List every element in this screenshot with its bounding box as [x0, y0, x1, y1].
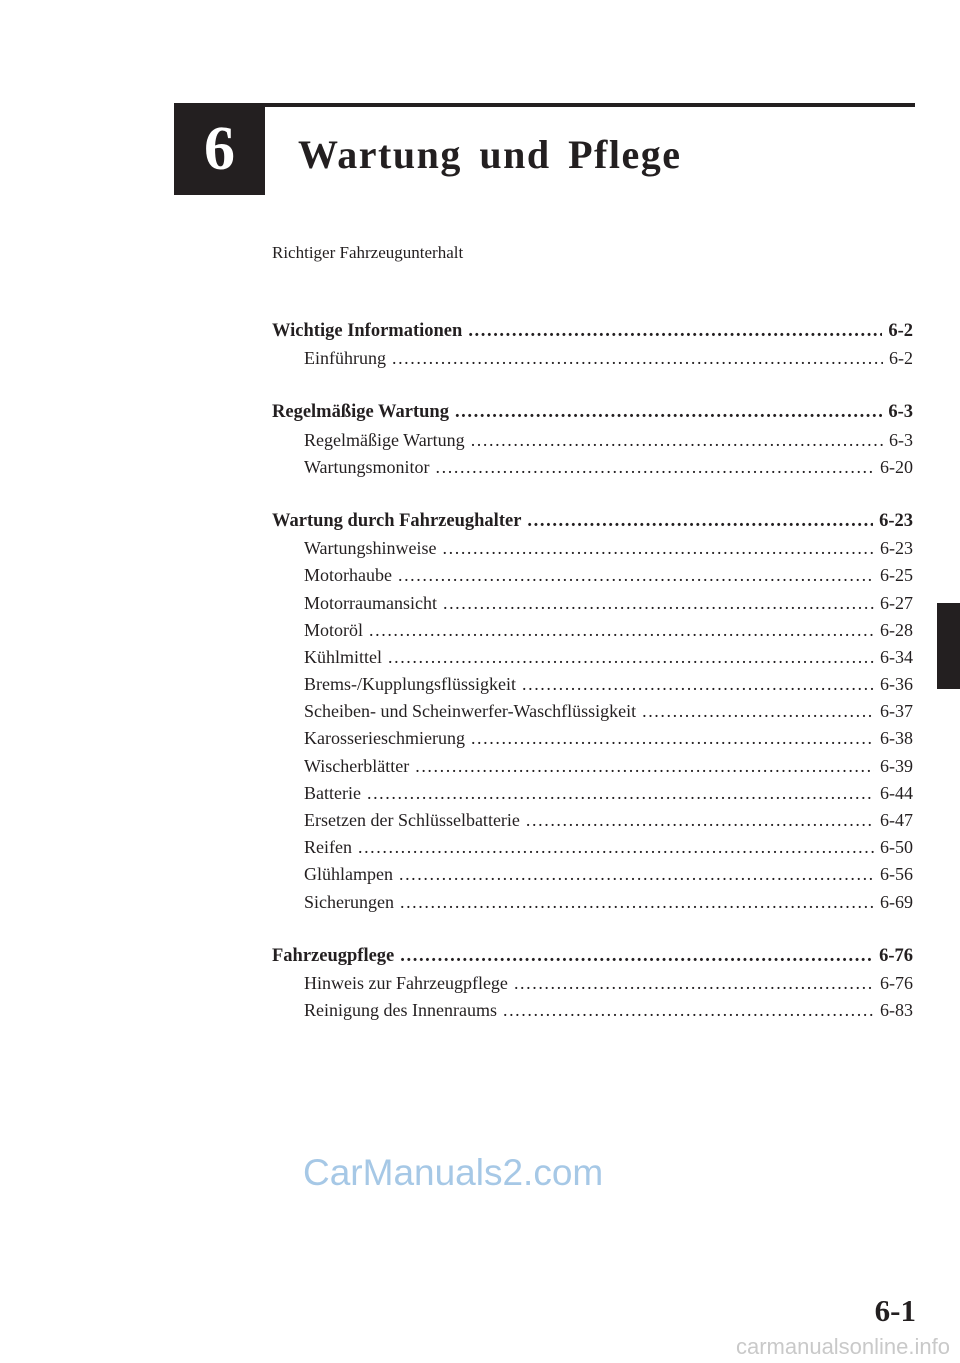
toc-leader-dots [642, 698, 874, 725]
toc-page-ref: 6-50 [880, 837, 913, 858]
toc-section [272, 508, 913, 916]
toc-entry-label: Sicherungen [304, 891, 394, 912]
toc-entry-label: Kühlmittel [304, 646, 382, 667]
toc-leader-dots [443, 535, 874, 562]
chapter-intro: Richtiger Fahrzeugunterhalt [272, 243, 464, 262]
toc-page-ref: 6-44 [880, 782, 913, 803]
toc-page-ref: 6-2 [888, 321, 913, 341]
toc-page-ref: 6-25 [880, 565, 913, 586]
toc-entry[interactable] [272, 889, 913, 916]
toc-page-ref: 6-56 [880, 864, 913, 885]
toc-entry-label: Wischerblätter [304, 755, 410, 776]
toc-entry[interactable] [272, 861, 913, 888]
toc-leader-dots [398, 562, 874, 589]
toc-page-ref: 6-69 [880, 891, 913, 912]
toc-leader-dots [471, 725, 874, 752]
toc-leader-dots [455, 399, 882, 426]
toc-heading-label: Wichtige Informationen [272, 321, 463, 341]
chapter-rule [265, 103, 915, 107]
toc-leader-dots [400, 943, 873, 970]
toc-leader-dots [358, 834, 874, 861]
toc-entry[interactable] [272, 780, 913, 807]
toc-leader-dots [367, 780, 874, 807]
toc-entry-label: Wartungsmonitor [304, 456, 430, 477]
toc-section-heading[interactable] [272, 943, 913, 970]
toc-leader-dots [471, 427, 883, 454]
toc-entry[interactable] [272, 535, 913, 562]
toc-entry[interactable] [272, 970, 913, 997]
toc-entry[interactable] [272, 590, 913, 617]
toc-entry[interactable] [272, 698, 913, 725]
toc-entry-label: Hinweis zur Fahrzeugpflege [304, 972, 508, 993]
toc-entry-label: Scheiben- und Scheinwerfer-Waschflüssigkeit [304, 701, 637, 722]
toc-page-ref: 6-34 [880, 646, 913, 667]
toc-heading-label: Wartung durch Fahrzeughalter [272, 510, 522, 531]
toc-leader-dots [392, 345, 883, 372]
toc-entry-label: Regelmäßige Wartung [304, 429, 465, 450]
toc-page-ref: 6-47 [880, 810, 913, 830]
toc-entry[interactable] [272, 617, 913, 644]
toc-section [272, 318, 913, 372]
toc-entry-label: Batterie [304, 782, 361, 803]
toc-section-heading[interactable] [272, 318, 913, 345]
table-of-contents [272, 318, 913, 1051]
chapter-title: Wartung und Pflege [298, 132, 682, 177]
toc-leader-dots [526, 807, 874, 834]
toc-entry[interactable] [272, 753, 913, 780]
toc-entry[interactable] [272, 834, 913, 861]
toc-entry[interactable] [272, 427, 913, 454]
toc-leader-dots [399, 861, 874, 888]
toc-heading-label: Regelmäßige Wartung [272, 402, 449, 423]
toc-leader-dots [468, 318, 882, 345]
watermark: CarManuals2.com [303, 1152, 604, 1193]
chapter-thumb-tab [937, 603, 960, 689]
chapter-header [174, 103, 915, 195]
toc-entry-label: Wartungshinweise [304, 538, 437, 559]
toc-page-ref: 6-2 [889, 348, 913, 369]
toc-entry-label: Reinigung des Innenraums [304, 1000, 497, 1021]
toc-entry-label: Brems-/Kupplungsflüssigkeit [304, 674, 516, 695]
toc-entry[interactable] [272, 562, 913, 589]
toc-entry-label: Ersetzen der Schlüsselbatterie [304, 810, 520, 830]
toc-leader-dots [503, 997, 874, 1024]
toc-page-ref: 6-28 [880, 619, 913, 640]
toc-page-ref: 6-76 [879, 945, 913, 966]
toc-page-ref: 6-38 [880, 728, 913, 749]
toc-entry-label: Einführung [304, 348, 386, 369]
toc-entry[interactable] [272, 725, 913, 752]
page-number: 6-1 [874, 1293, 916, 1328]
toc-heading-label: Fahrzeugpflege [272, 945, 395, 966]
toc-page-ref: 6-23 [880, 538, 913, 559]
toc-leader-dots [388, 644, 874, 671]
toc-section [272, 943, 913, 1025]
toc-entry-label: Motorhaube [304, 565, 392, 586]
toc-section-heading[interactable] [272, 399, 913, 426]
toc-page-ref: 6-20 [880, 456, 913, 477]
toc-leader-dots [369, 617, 874, 644]
toc-leader-dots [443, 590, 874, 617]
toc-entry[interactable] [272, 997, 913, 1024]
toc-page-ref: 6-39 [880, 755, 913, 776]
toc-leader-dots [400, 889, 874, 916]
toc-leader-dots [527, 508, 873, 535]
toc-page-ref: 6-23 [879, 510, 913, 531]
toc-section [272, 399, 913, 481]
toc-section-heading[interactable] [272, 508, 913, 535]
toc-leader-dots [415, 753, 874, 780]
toc-leader-dots [514, 970, 874, 997]
toc-leader-dots [522, 671, 874, 698]
toc-entry-label: Karosserieschmierung [304, 728, 465, 749]
toc-entry-label: Glühlampen [304, 864, 393, 885]
toc-entry-label: Reifen [304, 837, 352, 858]
toc-entry-label: Motoröl [304, 619, 364, 640]
toc-entry[interactable] [272, 807, 913, 834]
toc-entry[interactable] [272, 671, 913, 698]
toc-page-ref: 6-36 [880, 674, 913, 695]
toc-entry[interactable] [272, 345, 913, 372]
toc-page-ref: 6-3 [889, 429, 913, 450]
toc-page-ref: 6-27 [880, 592, 913, 613]
toc-page-ref: 6-37 [880, 701, 913, 722]
footer-link[interactable]: carmanualsonline.info [735, 1334, 950, 1359]
chapter-number-box: 6 [174, 103, 265, 195]
toc-entry[interactable] [272, 644, 913, 671]
toc-page-ref: 6-3 [888, 402, 913, 423]
toc-page-ref: 6-76 [880, 972, 913, 993]
toc-page-ref: 6-83 [880, 1000, 913, 1021]
toc-leader-dots [436, 454, 874, 481]
toc-entry[interactable] [272, 454, 913, 481]
toc-entry-label: Motorraumansicht [304, 592, 437, 613]
